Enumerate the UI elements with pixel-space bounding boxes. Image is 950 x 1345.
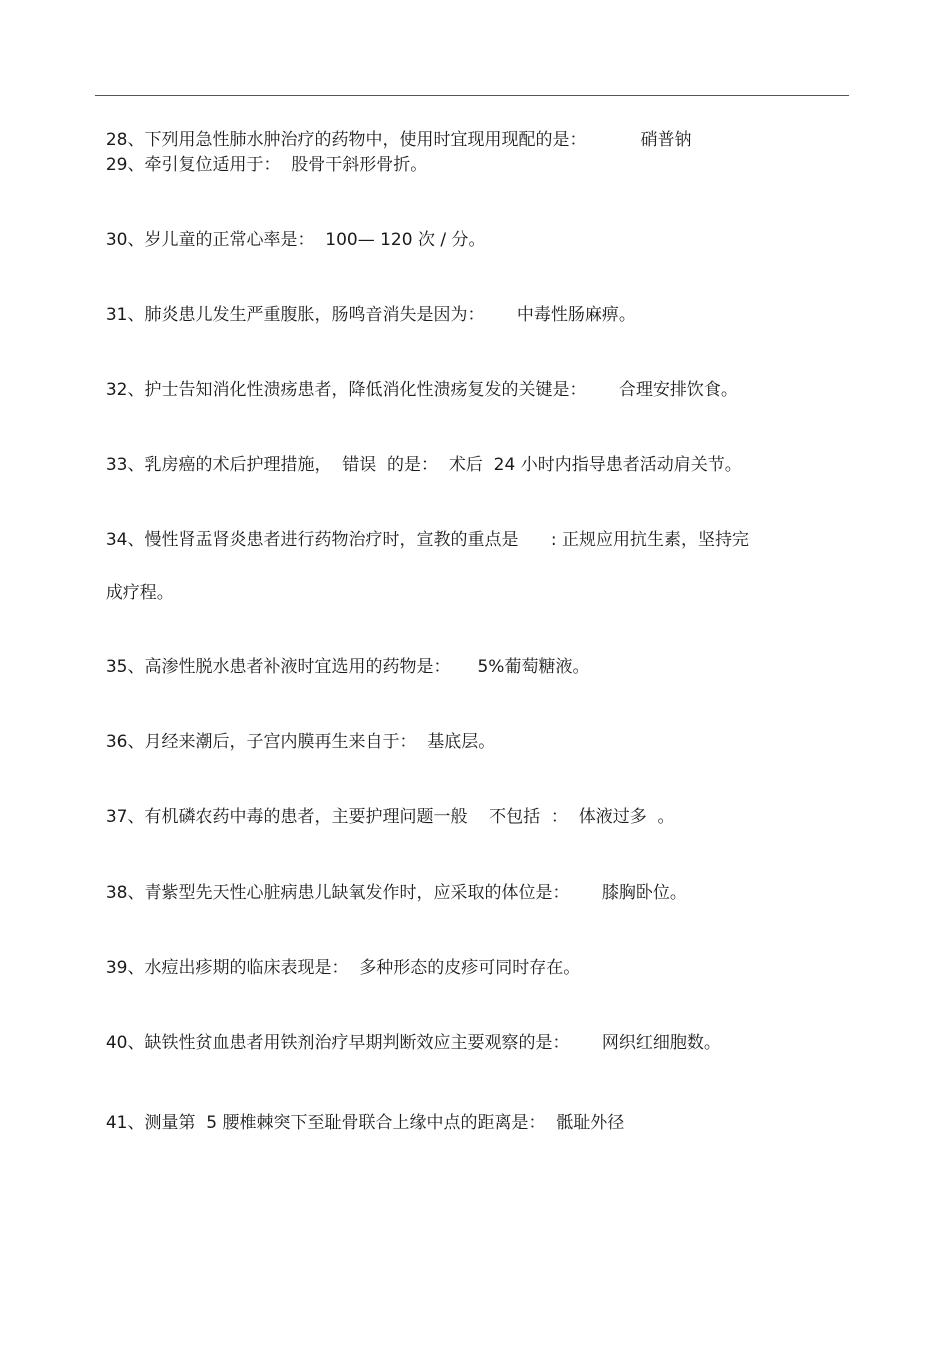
- answer-text: 不包括 ： 体液过多 。: [489, 807, 675, 827]
- answer-text: 网织红细胞数。: [601, 1033, 721, 1053]
- question-text: 31、肺炎患儿发生严重腹胀，肠鸣音消失是因为：: [105, 305, 485, 325]
- question-text: 40、缺铁性贫血患者用铁剂治疗早期判断效应主要观察的是：: [105, 1033, 570, 1053]
- gap: [569, 1033, 601, 1053]
- gap: [314, 230, 325, 250]
- answer-text: 5%葡萄糖液。: [477, 657, 590, 677]
- answer-text: 中毒性肠麻痹。: [516, 305, 636, 325]
- gap: [416, 732, 427, 752]
- gap: [450, 657, 477, 677]
- question-text: 38、青紫型先天性心脏病患儿缺氧发作时，应采取的体位是：: [105, 883, 570, 903]
- question-37: [95, 784, 675, 828]
- question-33: [95, 432, 742, 476]
- question-32: [95, 357, 738, 401]
- question-34-continued: [95, 560, 174, 604]
- answer-text: 骶耻外径: [556, 1113, 625, 1133]
- answer-text: : 正规应用抗生素，坚持完: [550, 530, 750, 550]
- question-41: [95, 1090, 624, 1134]
- gap: [467, 807, 489, 827]
- question-text: 34、慢性肾盂肾炎患者进行药物治疗时，宣教的重点是: [105, 530, 519, 550]
- question-text: 39、水痘出疹期的临床表现是：: [105, 958, 349, 978]
- gap: [348, 958, 359, 978]
- answer-text: 硝普钠: [640, 130, 692, 150]
- question-text: 29、牵引复位适用于：: [105, 155, 281, 175]
- answer-text: 股骨干斜形骨折。: [291, 155, 428, 175]
- question-text: 35、高渗性脱水患者补液时宜选用的药物是：: [105, 657, 451, 677]
- answer-text: 100— 120 次 / 分。: [325, 230, 486, 250]
- answer-text: 合理安排饮食。: [618, 380, 738, 400]
- gap: [438, 455, 449, 475]
- question-38: [95, 860, 687, 904]
- top-rule: [95, 95, 849, 96]
- gap: [484, 305, 516, 325]
- gap: [569, 883, 601, 903]
- question-35: [95, 634, 589, 678]
- question-29: [95, 132, 427, 176]
- question-36: [95, 709, 495, 753]
- answer-text: 基底层。: [427, 732, 496, 752]
- answer-text: 膝胸卧位。: [601, 883, 687, 903]
- question-text: 36、月经来潮后，子宫内膜再生来自于：: [105, 732, 417, 752]
- question-39: [95, 935, 580, 979]
- gap: [280, 155, 291, 175]
- question-34: [95, 507, 749, 551]
- gap: [518, 530, 550, 550]
- answer-text: 多种形态的皮疹可同时存在。: [359, 958, 581, 978]
- question-text: 30、岁儿童的正常心率是：: [105, 230, 315, 250]
- question-text: 37、有机磷农药中毒的患者，主要护理问题一般: [105, 807, 468, 827]
- question-text: 32、护士告知消化性溃疡患者，降低消化性溃疡复发的关键是：: [105, 380, 587, 400]
- question-text: 成疗程。: [105, 583, 174, 603]
- gap: [545, 1113, 556, 1133]
- answer-text: 术后 24 小时内指导患者活动肩关节。: [448, 455, 742, 475]
- question-31: [95, 282, 636, 326]
- question-text: 33、乳房癌的术后护理措施， 错误 的是：: [105, 455, 439, 475]
- gap: [586, 130, 640, 150]
- gap: [586, 380, 618, 400]
- question-40: [95, 1010, 721, 1054]
- question-text: 28、下列用急性肺水肿治疗的药物中，使用时宜现用现配的是：: [105, 130, 587, 150]
- question-text: 41、测量第 5 腰椎棘突下至耻骨联合上缘中点的距离是：: [105, 1113, 546, 1133]
- question-30: [95, 207, 486, 251]
